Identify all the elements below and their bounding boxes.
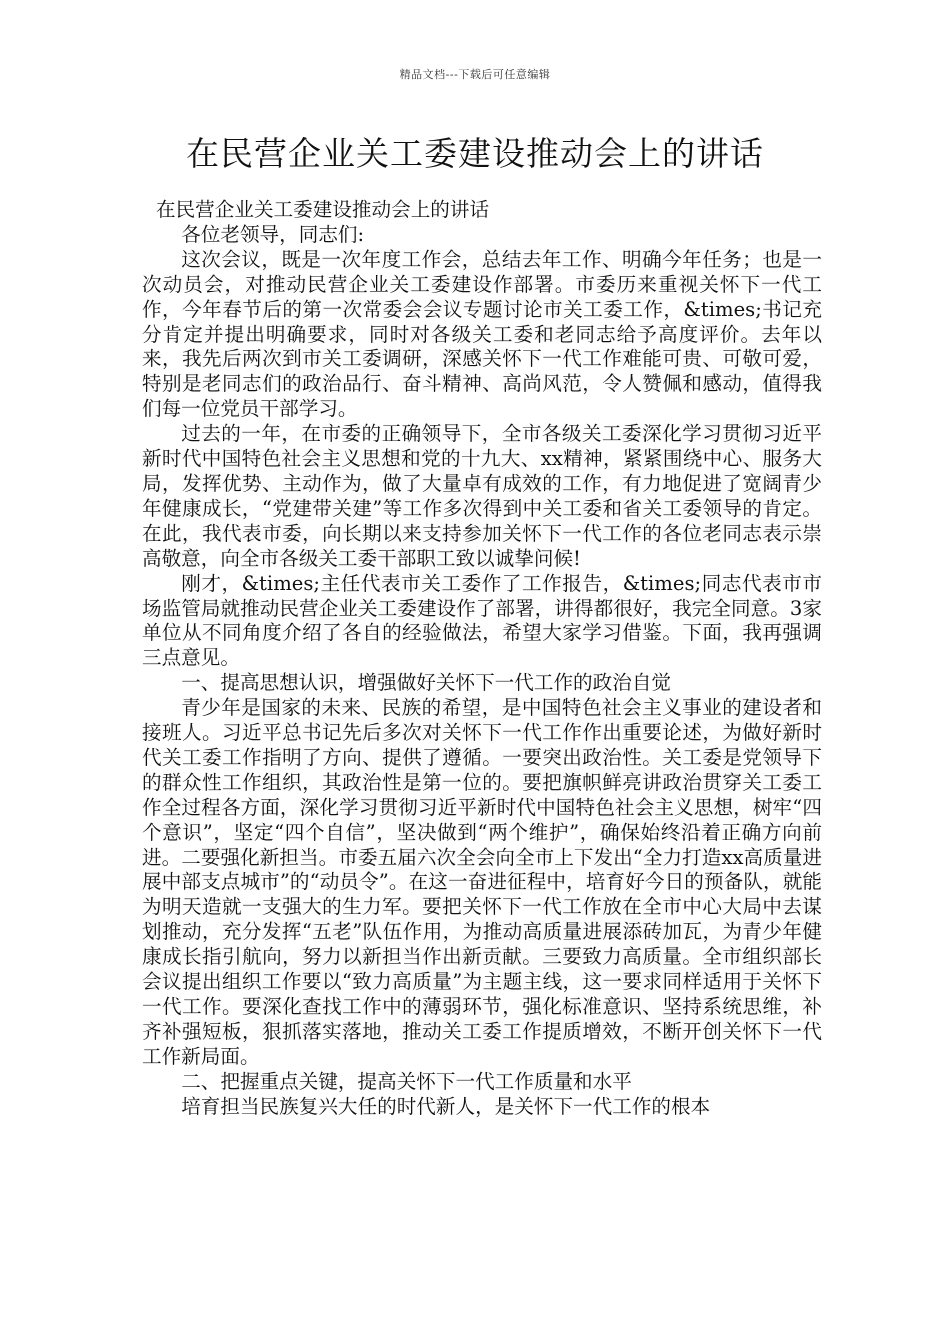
body-paragraph: 这次会议，既是一次年度工作会，总结去年工作、明确今年任务；也是一次动员会，对推动民营企业关工委建设作部署。市委历来重视关怀下一代工作，今年春节后的第一次常委会会议专题讨论市关工委工作，&times;书记充分肯定并提出明确要求，同时对各级关工委和老同志给予高度评价。去年以来，我先后两次到市关工委调研，深感关怀下一代工作难能可贵、可敬可爱，特别是老同志们的政治品行、奋斗精神、高尚风范，令人赞佩和感动，值得我们每一位党员干部学习。 (142, 247, 822, 421)
body-paragraph: 过去的一年，在市委的正确领导下，全市各级关工委深化学习贯彻习近平新时代中国特色社会主义思想和党的十九大、xx精神，紧紧围绕中心、服务大局，发挥优势、主动作为，做了大量卓有成效的工作，有力地促进了宽阔青少年健康成长，“党建带关建”等工作多次得到中关工委和省关工委领导的肯定。在此，我代表市委，向长期以来支持参加关怀下一代工作的各位老同志表示崇高敬意，向全市各级关工委干部职工致以诚挚问候! (142, 422, 822, 570)
body-paragraph: 培育担当民族复兴大任的时代新人，是关怀下一代工作的根本 (181, 1094, 711, 1118)
section-heading: 二、把握重点关键，提高关怀下一代工作质量和水平 (181, 1069, 632, 1093)
document-body (142, 198, 822, 1120)
page-header-note: 精品文档---下载后可任意编辑 (399, 68, 551, 81)
section-heading: 一、提高思想认识，增强做好关怀下一代工作的政治自觉 (181, 671, 672, 695)
document-title: 在民营企业关工委建设推动会上的讲话 (186, 134, 764, 173)
body-paragraph: 青少年是国家的未来、民族的希望，是中国特色社会主义事业的建设者和接班人。习近平总书记先后多次对关怀下一代工作作出重要论述，为做好新时代关工委工作指明了方向、提供了遵循。一要突出政治性。关工委是党领导下的群众性工作组织，其政治性是第一位的。要把旗帜鲜亮讲政治贯穿关工委工作全过程各方面，深化学习贯彻习近平新时代中国特色社会主义思想，树牢“四个意识”，坚定“四个自信”，坚决做到“两个维护”，确保始终沿着正确方向前进。二要强化新担当。市委五届六次全会向全市上下发出“全力打造xx高质量进展中部支点城市”的“动员令”。在这一奋进征程中，培育好今日的预备队，就能为明天造就一支强大的生力军。要把关怀下一代工作放在全市中心大局中去谋划推动，充分发挥“五老”队伍作用，为推动高质量进展添砖加瓦，为青少年健康成长指引航向，努力以新担当作出新贡献。三要致力高质量。全市组织部长会议提出组织工作要以“致力高质量”为主题主线，这一要求同样适用于关怀下一代工作。要深化查找工作中的薄弱环节，强化标准意识、坚持系统思维，补齐补强短板，狠抓落实落地，推动关工委工作提质增效，不断开创关怀下一代工作新局面。 (142, 696, 822, 1068)
body-paragraph: 刚才，&times;主任代表市关工委作了工作报告，&times;同志代表市市场监管局就推动民营企业关工委建设作了部署，讲得都很好，我完全同意。3家单位从不同角度介绍了各自的经验做法，希望大家学习借鉴。下面，我再强调三点意见。 (142, 571, 822, 670)
document-subtitle: 在民营企业关工委建设推动会上的讲话 (156, 198, 490, 221)
salutation-paragraph: 各位老领导，同志们: (181, 222, 365, 246)
